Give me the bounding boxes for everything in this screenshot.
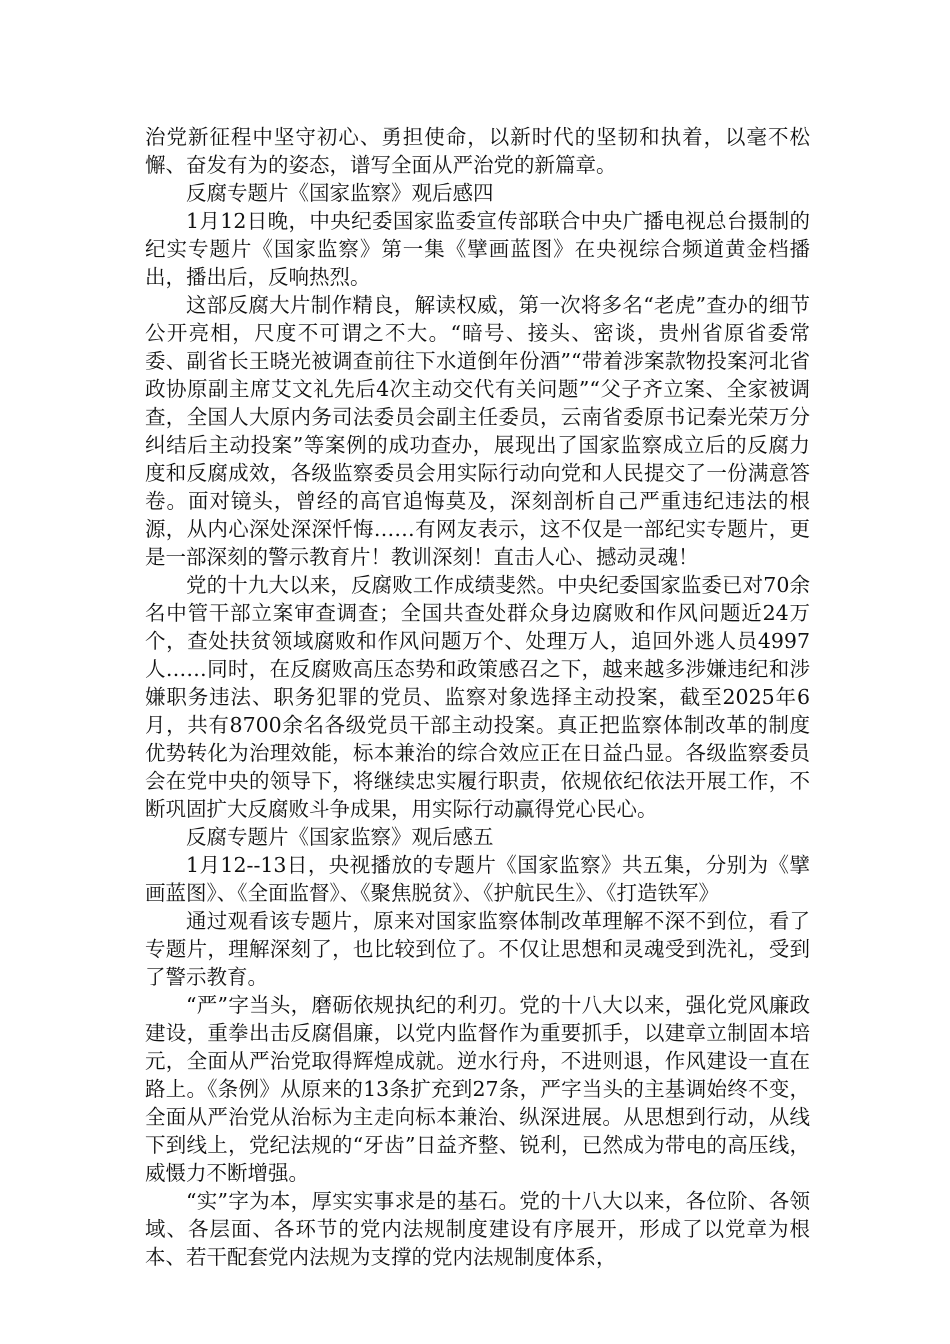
document-page <box>145 123 810 1271</box>
paragraph: “实”字为本，厚实实事求是的基石。党的十八大以来，各位阶、各领域、各层面、各环节的党内法规制度建设有序展开，形成了以党章为根本、若干配套党内法规为支撑的党内法规制度体系， <box>145 1189 810 1269</box>
section-heading-5: 反腐专题片《国家监察》观后感五 <box>186 825 494 849</box>
paragraph: 1月12日晚，中央纪委国家监委宣传部联合中央广播电视总台摄制的纪实专题片《国家监察》第一集《擘画蓝图》在央视综合频道黄金档播出，播出后，反响热烈。 <box>145 209 810 289</box>
paragraph: 这部反腐大片制作精良，解读权威，第一次将多名“老虎”查办的细节公开亮相，尺度不可谓之不大。“暗号、接头、密谈，贵州省原省委常委、副省长王晓光被调查前往下水道倒年份酒”“带着涉案款物投案河北省政协原副主席艾文礼先后4次主动交代有关问题”“父子齐立案、全家被调查，全国人大原内务司法委员会副主任委员，云南省委原书记秦光荣万分纠结后主动投案”等案例的成功查办，展现出了国家监察成立后的反腐力度和反腐成效，各级监察委员会用实际行动向党和人民提交了一份满意答卷。面对镜头，曾经的高官追悔莫及，深刻剖析自己严重违纪违法的根源，从内心深处深深忏悔……有网友表示，这不仅是一部纪实专题片，更是一部深刻的警示教育片！教训深刻！直击人心、撼动灵魂！ <box>145 293 810 569</box>
section-heading-4: 反腐专题片《国家监察》观后感四 <box>186 181 494 205</box>
paragraph: “严”字当头，磨砺依规执纪的利刃。党的十八大以来，强化党风廉政建设，重拳出击反腐倡廉，以党内监督作为重要抓手，以建章立制固本培元，全面从严治党取得辉煌成就。逆水行舟，不进则退，作风建设一直在路上。《条例》从原来的13条扩充到27条，严字当头的主基调始终不变，全面从严治党从治标为主走向标本兼治、纵深进展。从思想到行动，从线下到线上，党纪法规的“牙齿”日益齐整、锐利，已然成为带电的高压线，威慑力不断增强。 <box>145 993 810 1185</box>
paragraph: 党的十九大以来，反腐败工作成绩斐然。中央纪委国家监委已对70余名中管干部立案审查调查；全国共查处群众身边腐败和作风问题近24万个，查处扶贫领域腐败和作风问题万个、处理万人，追回外逃人员4997人……同时，在反腐败高压态势和政策感召之下，越来越多涉嫌违纪和涉嫌职务违法、职务犯罪的党员、监察对象选择主动投案，截至2025年6月，共有8700余名各级党员干部主动投案。真正把监察体制改革的制度优势转化为治理效能，标本兼治的综合效应正在日益凸显。各级监察委员会在党中央的领导下，将继续忠实履行职责，依规依纪依法开展工作，不断巩固扩大反腐败斗争成果，用实际行动赢得党心民心。 <box>145 573 810 821</box>
paragraph: 1月12--13日，央视播放的专题片《国家监察》共五集，分别为《擘画蓝图》、《全面监督》、《聚焦脱贫》、《护航民生》、《打造铁军》 <box>145 853 810 905</box>
paragraph: 通过观看该专题片，原来对国家监察体制改革理解不深不到位，看了专题片，理解深刻了，也比较到位了。不仅让思想和灵魂受到洗礼，受到了警示教育。 <box>145 909 810 989</box>
paragraph-continuation: 治党新征程中坚守初心、勇担使命，以新时代的坚韧和执着，以毫不松懈、奋发有为的姿态，谱写全面从严治党的新篇章。 <box>145 125 810 177</box>
